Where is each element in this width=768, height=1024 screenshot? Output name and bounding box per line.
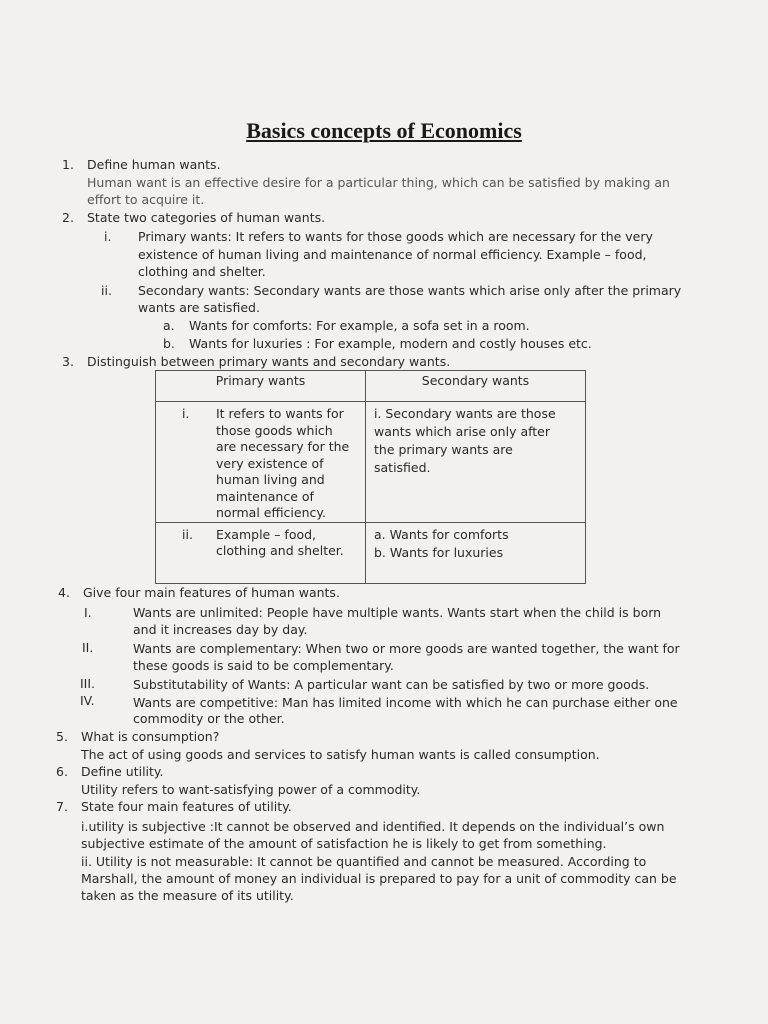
q7-line: Marshall, the amount of money an individual is prepared to pay for a unit of commodity can be bbox=[81, 871, 677, 886]
q7-line: taken as the measure of its utility. bbox=[81, 888, 294, 903]
cell-line: human living and bbox=[216, 472, 325, 487]
q5-answer: The act of using goods and services to satisfy human wants is called consumption. bbox=[81, 747, 600, 762]
q2-i-line: existence of human living and maintenance of normal efficiency. Example – food, bbox=[138, 247, 647, 262]
q6-answer: Utility refers to want-satisfying power of a commodity. bbox=[81, 782, 421, 797]
q1-answer-line: Human want is an effective desire for a particular thing, which can be satisfied by making an bbox=[87, 175, 670, 190]
table-row bbox=[156, 402, 586, 523]
cell-line: a. Wants for comforts bbox=[374, 526, 509, 542]
q7-line: subjective estimate of the amount of satisfaction he is likely to get from something. bbox=[81, 836, 607, 851]
cell-primary bbox=[156, 522, 366, 584]
q2-b-text: Wants for luxuries : For example, modern and costly houses etc. bbox=[189, 336, 592, 351]
q3-question: Distinguish between primary wants and secondary wants. bbox=[87, 354, 451, 369]
cell-line: those goods which bbox=[216, 422, 333, 438]
cell-line: are necessary for the bbox=[216, 439, 350, 454]
q3-number: 3. bbox=[62, 354, 74, 369]
q7-number: 7. bbox=[56, 799, 68, 814]
row-number: ii. bbox=[182, 526, 193, 542]
cell-line: i. Secondary wants are those bbox=[374, 406, 556, 421]
q7-line: i.utility is subjective :It cannot be observed and identified. It depends on the individual’s own bbox=[81, 819, 665, 834]
q4-item-line: Wants are unlimited: People have multiple wants. Wants start when the child is born bbox=[133, 605, 662, 620]
q2-i-line: clothing and shelter. bbox=[138, 264, 266, 279]
q4-item-number: II. bbox=[82, 640, 94, 655]
cell-line: normal efficiency. bbox=[216, 505, 326, 520]
q2-ii-line: Secondary wants: Secondary wants are those wants which arise only after the primary bbox=[138, 283, 682, 298]
q6-question: Define utility. bbox=[81, 764, 164, 779]
q2-ii-line: wants are satisfied. bbox=[138, 300, 260, 315]
row-number: i. bbox=[182, 406, 190, 421]
q2-a-text: Wants for comforts: For example, a sofa set in a room. bbox=[189, 318, 530, 333]
q4-item-number: I. bbox=[84, 605, 92, 620]
q4-question: Give four main features of human wants. bbox=[83, 585, 340, 600]
q4-item-line: commodity or the other. bbox=[133, 711, 285, 726]
q4-item-line: these goods is said to be complementary. bbox=[133, 658, 394, 673]
q1-number: 1. bbox=[62, 157, 74, 172]
q4-item-line: Substitutability of Wants: A particular want can be satisfied by two or more goods. bbox=[133, 677, 650, 692]
q2-i-line: Primary wants: It refers to wants for those goods which are necessary for the very bbox=[138, 229, 653, 244]
q7-line: ii. Utility is not measurable: It cannot be quantified and cannot be measured. According to bbox=[81, 854, 647, 869]
cell-line: very existence of bbox=[216, 455, 324, 471]
cell-line: It refers to wants for bbox=[216, 406, 344, 421]
q2-a-letter: a. bbox=[163, 318, 175, 333]
cell-secondary bbox=[366, 522, 586, 584]
q4-item-line: Wants are complementary: When two or more goods are wanted together, the want for bbox=[133, 641, 680, 656]
table-header-row bbox=[156, 371, 586, 402]
q7-question: State four main features of utility. bbox=[81, 799, 292, 814]
q4-item-line: Wants are competitive: Man has limited income with which he can purchase either one bbox=[133, 695, 678, 710]
q2-i-number: i. bbox=[104, 229, 112, 244]
q5-question: What is consumption? bbox=[81, 729, 220, 744]
q2-ii-number: ii. bbox=[101, 283, 112, 298]
q1-answer-line: effort to acquire it. bbox=[87, 192, 205, 207]
q4-item-number: III. bbox=[80, 676, 96, 691]
q6-number: 6. bbox=[56, 764, 68, 779]
cell-line: satisfied. bbox=[374, 460, 431, 475]
q4-item-line: and it increases day by day. bbox=[133, 622, 308, 637]
comparison-table bbox=[155, 370, 586, 584]
q4-item-number: IV. bbox=[80, 693, 95, 708]
cell-line: wants which arise only after bbox=[374, 424, 551, 439]
q1-question: Define human wants. bbox=[87, 157, 221, 172]
cell-line: the primary wants are bbox=[374, 442, 513, 457]
q4-number: 4. bbox=[58, 585, 70, 600]
table-row bbox=[156, 522, 586, 584]
q2-number: 2. bbox=[62, 210, 74, 225]
cell-secondary bbox=[366, 402, 586, 523]
cell-line: b. Wants for luxuries bbox=[374, 544, 504, 560]
cell-line: Example – food, bbox=[216, 526, 317, 542]
page-title: Basics concepts of Economics bbox=[246, 118, 522, 143]
header-secondary-wants: Secondary wants bbox=[366, 371, 586, 402]
cell-line: clothing and shelter. bbox=[216, 543, 344, 558]
q2-question: State two categories of human wants. bbox=[87, 210, 326, 225]
cell-line: maintenance of bbox=[216, 488, 314, 504]
cell-primary bbox=[156, 402, 366, 523]
q2-b-letter: b. bbox=[163, 336, 175, 351]
q5-number: 5. bbox=[56, 729, 68, 744]
header-primary-wants: Primary wants bbox=[156, 371, 366, 402]
